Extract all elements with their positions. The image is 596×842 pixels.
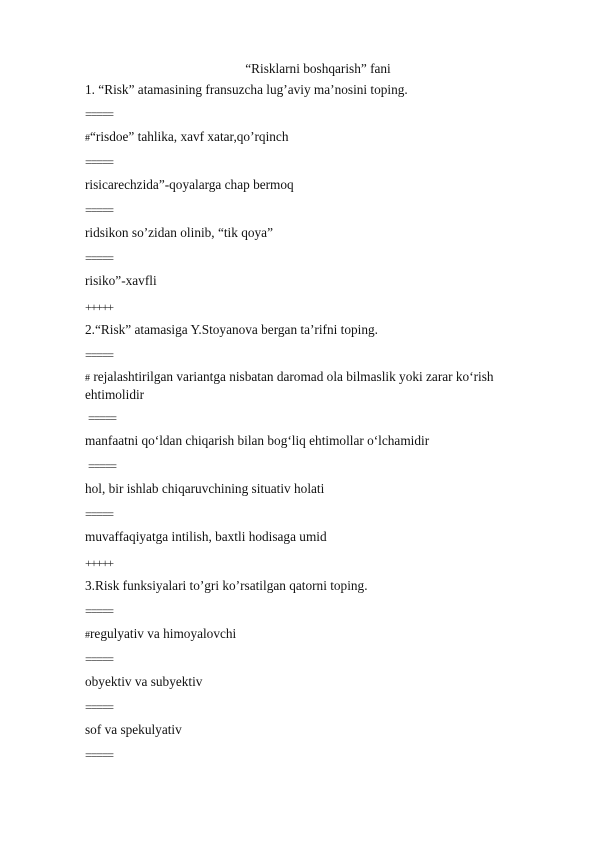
separator: ===== bbox=[85, 748, 113, 762]
answer-1-4: risiko”-xavfli bbox=[85, 273, 157, 288]
separator: ===== bbox=[85, 507, 113, 521]
answer-1-1 bbox=[85, 129, 288, 147]
separator: ===== bbox=[85, 107, 113, 121]
separator: ===== bbox=[85, 203, 113, 217]
question-3: 3.Risk funksiyalari to’gri ko’rsatilgan qatorni toping. bbox=[85, 578, 368, 593]
correct-marker: # bbox=[85, 373, 90, 384]
answer-text: regulyativ va himoyalovchi bbox=[90, 626, 237, 641]
separator: ===== bbox=[88, 459, 116, 473]
answer-1-3: ridsikon so’zidan olinib, “tik qoya” bbox=[85, 225, 273, 240]
separator-plus: +++++ bbox=[85, 556, 113, 570]
correct-marker: # bbox=[85, 133, 90, 144]
separator: ===== bbox=[85, 348, 113, 362]
answer-3-1 bbox=[85, 626, 236, 644]
answer-2-1 bbox=[85, 369, 515, 403]
separator: ===== bbox=[85, 251, 113, 265]
document-title: “Risklarni boshqarish” fani bbox=[245, 61, 391, 76]
question-2: 2.“Risk” atamasiga Y.Stoyanova bergan ta’rifni toping. bbox=[85, 322, 378, 337]
answer-2-2: manfaatni qo‘ldan chiqarish bilan bog‘liq ehtimollar o‘lchamidir bbox=[85, 433, 430, 448]
correct-marker: # bbox=[85, 630, 90, 641]
question-1: 1. “Risk” atamasining fransuzcha lug’aviy ma’nosini toping. bbox=[85, 82, 408, 97]
answer-3-2: obyektiv va subyektiv bbox=[85, 674, 203, 689]
answer-3-3: sof va spekulyativ bbox=[85, 722, 182, 737]
answer-text: rejalashtirilgan variantga nisbatan daromad ola bilmaslik yoki zarar ko‘rish ehtimolidir bbox=[85, 369, 494, 402]
separator: ===== bbox=[88, 411, 116, 425]
answer-2-3: hol, bir ishlab chiqaruvchining situativ holati bbox=[85, 481, 325, 496]
separator: ===== bbox=[85, 700, 113, 714]
separator: ===== bbox=[85, 604, 113, 618]
answer-text: “risdoe” tahlika, xavf xatar,qo’rqinch bbox=[90, 129, 289, 144]
separator: ===== bbox=[85, 652, 113, 666]
separator-plus: +++++ bbox=[85, 300, 113, 314]
separator: ===== bbox=[85, 155, 113, 169]
answer-1-2: risicarechzida”-qoyalarga chap bermoq bbox=[85, 177, 294, 192]
answer-2-4: muvaffaqiyatga intilish, baxtli hodisaga umid bbox=[85, 529, 327, 544]
